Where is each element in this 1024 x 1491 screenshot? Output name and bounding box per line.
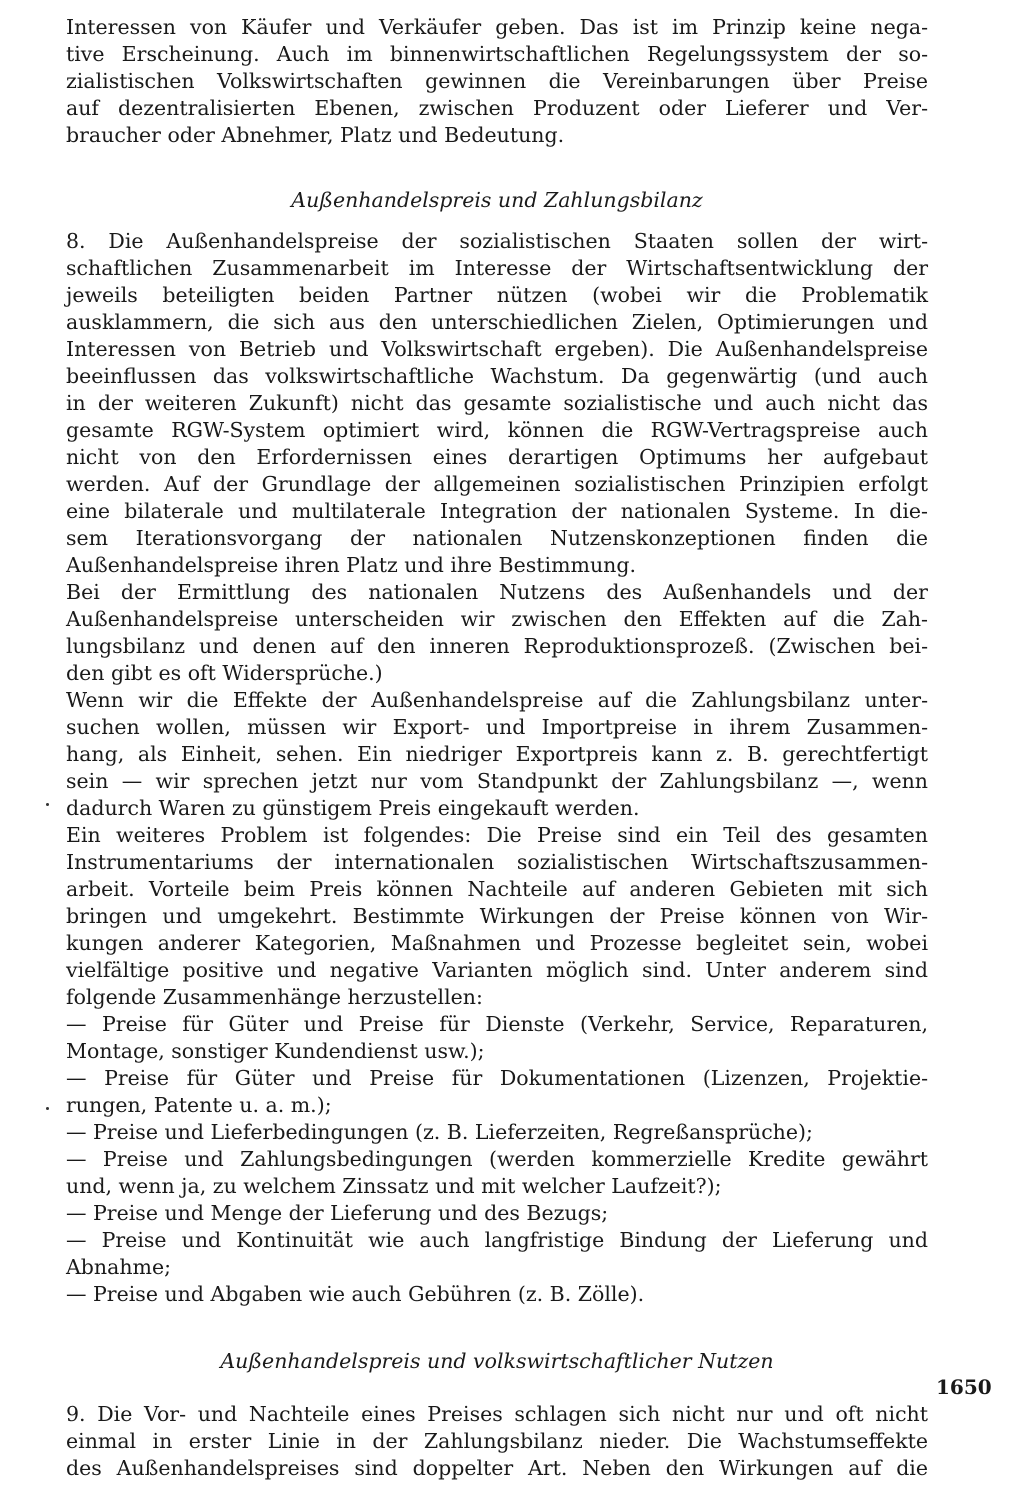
text-line: sein — wir sprechen jetzt nur vom Standpunkt der Zahlungsbilanz —, wenn	[66, 769, 928, 793]
text-line: schaftlichen Zusammenarbeit im Interesse der Wirtschaftsentwicklung der	[66, 256, 928, 280]
text-line: — Preise und Menge der Lieferung und des Bezugs;	[66, 1201, 609, 1225]
text-line: Bei der Ermittlung des nationalen Nutzens des Außenhandels und der	[66, 580, 928, 604]
text-line: ausklammern, die sich aus den unterschiedlichen Zielen, Optimierungen und	[66, 310, 928, 334]
text-line: hang, als Einheit, sehen. Ein niedriger Exportpreis kann z. B. gerechtfertigt	[66, 742, 928, 766]
text-line: dadurch Waren zu günstigem Preis eingekauft werden.	[66, 796, 640, 820]
text-line: Ein weiteres Problem ist folgendes: Die Preise sind ein Teil des gesamten	[66, 823, 928, 847]
text-line: zialistischen Volkswirtschaften gewinnen die Vereinbarungen über Preise	[66, 69, 928, 93]
text-line: Wenn wir die Effekte der Außenhandelspreise auf die Zahlungsbilanz unter-	[66, 688, 928, 712]
text-line: Interessen von Käufer und Verkäufer geben. Das ist im Prinzip keine nega-	[66, 15, 928, 39]
section-heading-zahlungsbilanz: Außenhandelspreis und Zahlungsbilanz	[291, 188, 703, 212]
section-nutzen-text	[66, 1401, 928, 1482]
text-line: suchen wollen, müssen wir Export- und Importpreise in ihrem Zusammen-	[66, 715, 928, 739]
text-line: tive Erscheinung. Auch im binnenwirtschaftlichen Regelungssystem der so-	[66, 42, 928, 66]
text-line: Instrumentariums der internationalen sozialistischen Wirtschaftszusammen-	[66, 850, 928, 874]
text-line: bringen und umgekehrt. Bestimmte Wirkungen der Preise können von Wir-	[66, 904, 928, 928]
text-line: 8. Die Außenhandelspreise der sozialistischen Staaten sollen der wirt-	[66, 229, 928, 253]
text-line: arbeit. Vorteile beim Preis können Nachteile auf anderen Gebieten mit sich	[66, 877, 928, 901]
text-line: des Außenhandelspreises sind doppelter Art. Neben den Wirkungen auf die	[66, 1456, 928, 1480]
text-line: folgende Zusammenhänge herzustellen:	[66, 985, 483, 1009]
text-line: — Preise und Zahlungsbedingungen (werden kommerzielle Kredite gewährt	[66, 1147, 928, 1171]
text-line: kungen anderer Kategorien, Maßnahmen und Prozesse begleitet sein, wobei	[66, 931, 928, 955]
text-line: einmal in erster Linie in der Zahlungsbilanz nieder. Die Wachstumseffekte	[66, 1429, 928, 1453]
text-line: Abnahme;	[66, 1255, 172, 1279]
text-line: 9. Die Vor- und Nachteile eines Preises schlagen sich nicht nur und oft nicht	[66, 1402, 928, 1426]
text-line: und, wenn ja, zu welchem Zinssatz und mit welcher Laufzeit?);	[66, 1174, 722, 1198]
text-line: eine bilaterale und multilaterale Integration der nationalen Systeme. In die-	[66, 499, 928, 523]
text-line: gesamte RGW-System optimiert wird, können die RGW-Vertragspreise auch	[66, 418, 928, 442]
section-heading-volkswirtschaftlicher-nutzen: Außenhandelspreis und volkswirtschaftlicher Nutzen	[220, 1349, 774, 1373]
margin-mark	[46, 803, 49, 806]
text-line: braucher oder Abnehmer, Platz und Bedeutung.	[66, 123, 565, 147]
text-line: nicht von den Erfordernissen eines derartigen Optimums her aufgebaut	[66, 445, 928, 469]
page-body	[66, 0, 928, 1482]
text-line: — Preise und Kontinuität wie auch langfristige Bindung der Lieferung und	[66, 1228, 928, 1252]
text-line: Interessen von Betrieb und Volkswirtschaft ergeben). Die Außenhandelspreise	[66, 337, 928, 361]
margin-mark	[46, 1107, 49, 1110]
text-line: rungen, Patente u. a. m.);	[66, 1093, 332, 1117]
text-line: — Preise und Abgaben wie auch Gebühren (z. B. Zölle).	[66, 1282, 645, 1306]
text-line: den gibt es oft Widersprüche.)	[66, 661, 383, 685]
text-line: auf dezentralisierten Ebenen, zwischen Produzent oder Lieferer und Ver-	[66, 96, 928, 120]
text-line: in der weiteren Zukunft) nicht das gesamte sozialistische und auch nicht das	[66, 391, 928, 415]
page-number: 1650	[936, 1375, 992, 1399]
section-zahlungsbilanz-text	[66, 228, 928, 1308]
text-line: — Preise für Güter und Preise für Dokumentationen (Lizenzen, Projektie-	[66, 1066, 928, 1090]
text-line: beeinflussen das volkswirtschaftliche Wachstum. Da gegenwärtig (und auch	[66, 364, 928, 388]
text-line: Außenhandelspreise unterscheiden wir zwischen den Effekten auf die Zah-	[66, 607, 928, 631]
text-line: lungsbilanz und denen auf den inneren Reproduktionsprozeß. (Zwischen bei-	[66, 634, 928, 658]
text-line: — Preise für Güter und Preise für Dienste (Verkehr, Service, Reparaturen,	[66, 1012, 928, 1036]
text-line: sem Iterationsvorgang der nationalen Nutzenskonzeptionen finden die	[66, 526, 928, 550]
text-line: werden. Auf der Grundlage der allgemeinen sozialistischen Prinzipien erfolgt	[66, 472, 928, 496]
text-line: jeweils beteiligten beiden Partner nützen (wobei wir die Problematik	[66, 283, 928, 307]
text-line: — Preise und Lieferbedingungen (z. B. Lieferzeiten, Regreßansprüche);	[66, 1120, 813, 1144]
text-line: vielfältige positive und negative Varianten möglich sind. Unter anderem sind	[66, 958, 928, 982]
text-line: Außenhandelspreise ihren Platz und ihre Bestimmung.	[66, 553, 636, 577]
intro-paragraph	[66, 14, 928, 149]
text-line: Montage, sonstiger Kundendienst usw.);	[66, 1039, 485, 1063]
